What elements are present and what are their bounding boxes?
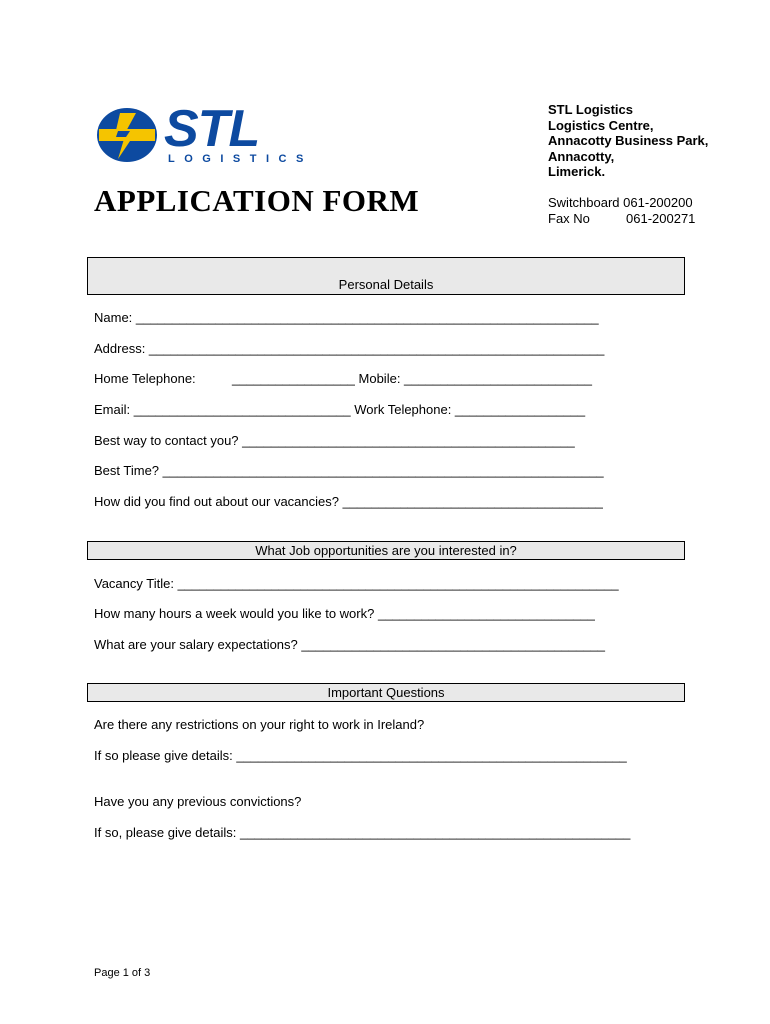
page-title: APPLICATION FORM: [94, 183, 420, 218]
switchboard-row: [548, 195, 695, 211]
fax-label: Fax No: [548, 210, 590, 226]
name-field[interactable]: Name: ________________________________________________________________: [94, 310, 599, 325]
work-restrictions-details-field[interactable]: If so please give details: ______________________________________________________: [94, 748, 627, 763]
page-number: Page 1 of 3: [94, 967, 151, 979]
best-way-contact-field[interactable]: Best way to contact you? ______________________________________________: [94, 433, 575, 448]
address-line: Annacotty,: [548, 148, 615, 164]
convictions-details-field[interactable]: If so, please give details: ______________________________________________________: [94, 825, 631, 840]
salary-expectations-field[interactable]: What are your salary expectations? __________________________________________: [94, 637, 606, 652]
best-time-field[interactable]: Best Time? _____________________________________________________________: [94, 463, 604, 478]
home-telephone-mobile-field[interactable]: _________________ Mobile: __________________________: [232, 371, 593, 386]
switchboard-value: 061-200200: [623, 195, 693, 210]
hours-per-week-field[interactable]: How many hours a week would you like to work? ______________________________: [94, 606, 595, 621]
section-heading-personal: Personal Details: [87, 257, 685, 295]
email-work-telephone-field[interactable]: Email: ______________________________ Work Telephone: __________________: [94, 402, 586, 417]
address-line: Annacotty Business Park,: [548, 133, 709, 148]
stl-logo-mark-icon: [96, 105, 158, 165]
company-address: [548, 102, 708, 180]
company-contact: [548, 195, 695, 226]
address-line: Logistics Centre,: [548, 117, 654, 133]
fax-row: [548, 211, 695, 227]
section-heading-important: Important Questions: [87, 683, 685, 702]
address-field[interactable]: Address: _______________________________________________________________: [94, 341, 605, 356]
work-restrictions-question: Are there any restrictions on your right to work in Ireland?: [94, 717, 425, 732]
logo-tagline: LOGISTICS: [168, 153, 313, 165]
home-telephone-row: [94, 371, 674, 387]
fax-value: 061-200271: [626, 210, 696, 226]
logo-wordmark: STL: [164, 100, 260, 158]
address-line: STL Logistics: [548, 102, 633, 117]
convictions-question: Have you any previous convictions?: [94, 794, 302, 809]
address-line: Limerick.: [548, 164, 606, 179]
switchboard-label: Switchboard: [548, 195, 620, 210]
section-heading-job: What Job opportunities are you interested in?: [87, 541, 685, 560]
home-telephone-label: Home Telephone:: [94, 371, 196, 386]
stl-logo: [96, 100, 313, 167]
vacancies-source-field[interactable]: How did you find out about our vacancies? ____________________________________: [94, 494, 603, 509]
vacancy-title-field[interactable]: Vacancy Title: _____________________________________________________________: [94, 576, 619, 591]
